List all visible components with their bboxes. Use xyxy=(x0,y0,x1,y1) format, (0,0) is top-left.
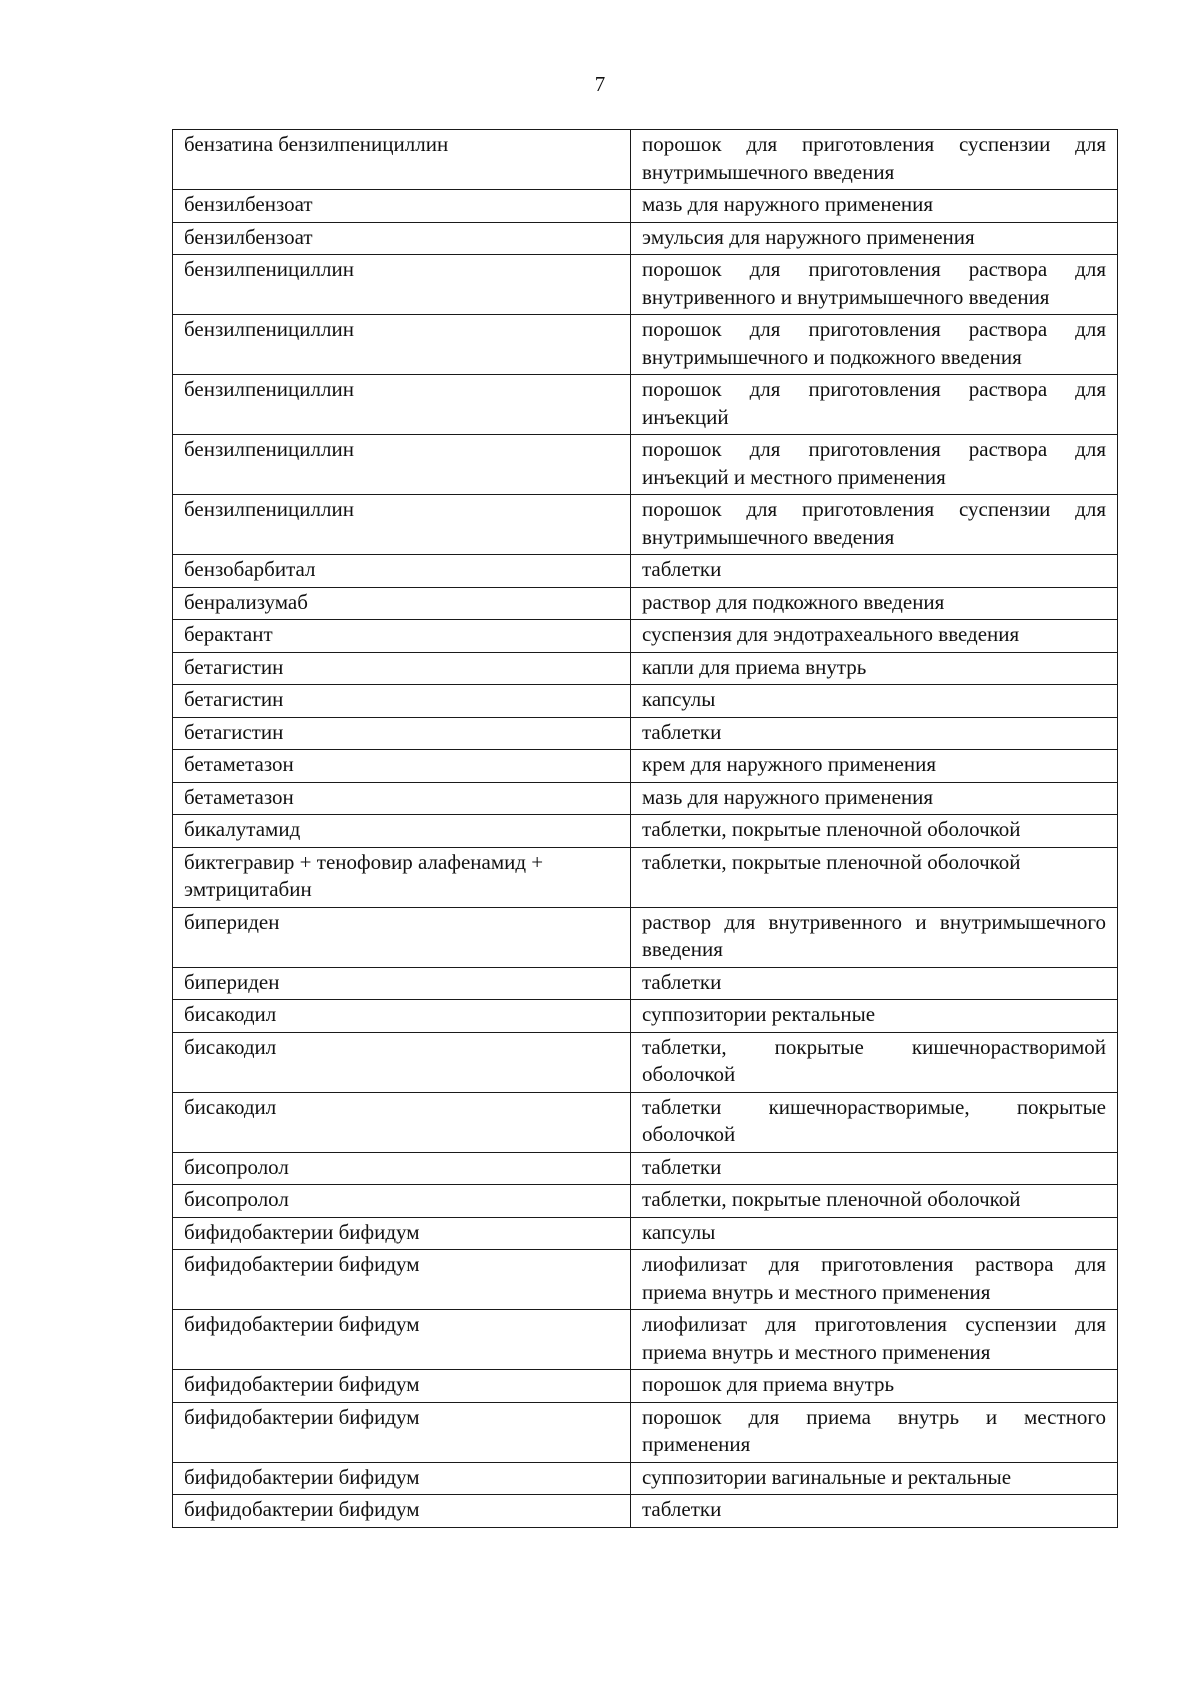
table-row xyxy=(173,190,1118,223)
drug-name-cell: бикалутамид xyxy=(173,815,631,848)
table-row xyxy=(173,1370,1118,1403)
drug-name-cell: бензилбензоат xyxy=(173,222,631,255)
table-row xyxy=(173,1185,1118,1218)
drug-name-cell: бифидобактерии бифидум xyxy=(173,1217,631,1250)
drug-name-cell: бисопролол xyxy=(173,1152,631,1185)
drug-name-cell: бисакодил xyxy=(173,1092,631,1152)
drug-name-cell: бензилбензоат xyxy=(173,190,631,223)
drug-name-cell: бензатина бензилпенициллин xyxy=(173,130,631,190)
dosage-form-cell: таблетки, покрытые кишечнорастворимой оболочкой xyxy=(631,1032,1118,1092)
table-row xyxy=(173,1152,1118,1185)
drug-name-cell: бензилпенициллин xyxy=(173,255,631,315)
drug-name-cell: бифидобактерии бифидум xyxy=(173,1462,631,1495)
table-row xyxy=(173,1092,1118,1152)
table-row xyxy=(173,375,1118,435)
table-row xyxy=(173,1310,1118,1370)
table-row xyxy=(173,815,1118,848)
table-row xyxy=(173,130,1118,190)
drug-name-cell: бензобарбитал xyxy=(173,555,631,588)
dosage-form-cell: таблетки, покрытые пленочной оболочкой xyxy=(631,847,1118,907)
table-row xyxy=(173,782,1118,815)
dosage-form-cell: таблетки, покрытые пленочной оболочкой xyxy=(631,1185,1118,1218)
drug-name-cell: бензилпенициллин xyxy=(173,315,631,375)
table-row xyxy=(173,717,1118,750)
dosage-form-cell: мазь для наружного применения xyxy=(631,190,1118,223)
drug-name-cell: бифидобактерии бифидум xyxy=(173,1495,631,1528)
dosage-form-cell: таблетки, покрытые пленочной оболочкой xyxy=(631,815,1118,848)
table-row xyxy=(173,255,1118,315)
table-row xyxy=(173,1462,1118,1495)
table-row xyxy=(173,435,1118,495)
drug-name-cell: бензилпенициллин xyxy=(173,375,631,435)
dosage-form-cell: капли для приема внутрь xyxy=(631,652,1118,685)
drug-table xyxy=(172,129,1118,1528)
table-row xyxy=(173,967,1118,1000)
dosage-form-cell: суппозитории ректальные xyxy=(631,1000,1118,1033)
dosage-form-cell: таблетки xyxy=(631,717,1118,750)
drug-name-cell: бифидобактерии бифидум xyxy=(173,1310,631,1370)
drug-table-body xyxy=(173,130,1118,1528)
dosage-form-cell: капсулы xyxy=(631,1217,1118,1250)
dosage-form-cell: таблетки xyxy=(631,1495,1118,1528)
table-row xyxy=(173,620,1118,653)
table-row xyxy=(173,495,1118,555)
drug-name-cell: биктегравир + тенофовир алафенамид + эмтрицитабин xyxy=(173,847,631,907)
dosage-form-cell: таблетки xyxy=(631,1152,1118,1185)
table-row xyxy=(173,315,1118,375)
page-number: 7 xyxy=(594,72,606,96)
drug-name-cell: бифидобактерии бифидум xyxy=(173,1402,631,1462)
dosage-form-cell: порошок для приготовления раствора для внутримышечного и подкожного введения xyxy=(631,315,1118,375)
dosage-form-cell: капсулы xyxy=(631,685,1118,718)
table-row xyxy=(173,652,1118,685)
table-row xyxy=(173,555,1118,588)
table-row xyxy=(173,222,1118,255)
dosage-form-cell: таблетки кишечнорастворимые, покрытые оболочкой xyxy=(631,1092,1118,1152)
dosage-form-cell: мазь для наружного применения xyxy=(631,782,1118,815)
drug-name-cell: бетаметазон xyxy=(173,750,631,783)
drug-name-cell: бенрализумаб xyxy=(173,587,631,620)
table-row xyxy=(173,1495,1118,1528)
dosage-form-cell: порошок для приема внутрь xyxy=(631,1370,1118,1403)
dosage-form-cell: порошок для приема внутрь и местного применения xyxy=(631,1402,1118,1462)
dosage-form-cell: раствор для внутривенного и внутримышечного введения xyxy=(631,907,1118,967)
drug-name-cell: бифидобактерии бифидум xyxy=(173,1250,631,1310)
table-row xyxy=(173,1402,1118,1462)
dosage-form-cell: порошок для приготовления суспензии для внутримышечного введения xyxy=(631,130,1118,190)
table-row xyxy=(173,1032,1118,1092)
drug-name-cell: бензилпенициллин xyxy=(173,495,631,555)
drug-name-cell: бетагистин xyxy=(173,717,631,750)
drug-name-cell: бетаметазон xyxy=(173,782,631,815)
drug-name-cell: бипериден xyxy=(173,907,631,967)
drug-name-cell: бензилпенициллин xyxy=(173,435,631,495)
drug-name-cell: бисакодил xyxy=(173,1000,631,1033)
dosage-form-cell: лиофилизат для приготовления суспензии для приема внутрь и местного применения xyxy=(631,1310,1118,1370)
dosage-form-cell: порошок для приготовления суспензии для внутримышечного введения xyxy=(631,495,1118,555)
dosage-form-cell: эмульсия для наружного применения xyxy=(631,222,1118,255)
dosage-form-cell: порошок для приготовления раствора для инъекций xyxy=(631,375,1118,435)
table-row xyxy=(173,685,1118,718)
dosage-form-cell: крем для наружного применения xyxy=(631,750,1118,783)
table-row xyxy=(173,1250,1118,1310)
drug-name-cell: бифидобактерии бифидум xyxy=(173,1370,631,1403)
dosage-form-cell: порошок для приготовления раствора для внутривенного и внутримышечного введения xyxy=(631,255,1118,315)
table-row xyxy=(173,587,1118,620)
dosage-form-cell: суппозитории вагинальные и ректальные xyxy=(631,1462,1118,1495)
table-row xyxy=(173,750,1118,783)
drug-name-cell: бетагистин xyxy=(173,685,631,718)
dosage-form-cell: порошок для приготовления раствора для инъекций и местного применения xyxy=(631,435,1118,495)
table-row xyxy=(173,1000,1118,1033)
dosage-form-cell: суспензия для эндотрахеального введения xyxy=(631,620,1118,653)
table-row xyxy=(173,1217,1118,1250)
dosage-form-cell: лиофилизат для приготовления раствора для приема внутрь и местного применения xyxy=(631,1250,1118,1310)
drug-name-cell: бисопролол xyxy=(173,1185,631,1218)
drug-name-cell: берактант xyxy=(173,620,631,653)
table-row xyxy=(173,907,1118,967)
drug-name-cell: бетагистин xyxy=(173,652,631,685)
dosage-form-cell: раствор для подкожного введения xyxy=(631,587,1118,620)
dosage-form-cell: таблетки xyxy=(631,967,1118,1000)
drug-name-cell: бисакодил xyxy=(173,1032,631,1092)
dosage-form-cell: таблетки xyxy=(631,555,1118,588)
table-row xyxy=(173,847,1118,907)
drug-name-cell: бипериден xyxy=(173,967,631,1000)
